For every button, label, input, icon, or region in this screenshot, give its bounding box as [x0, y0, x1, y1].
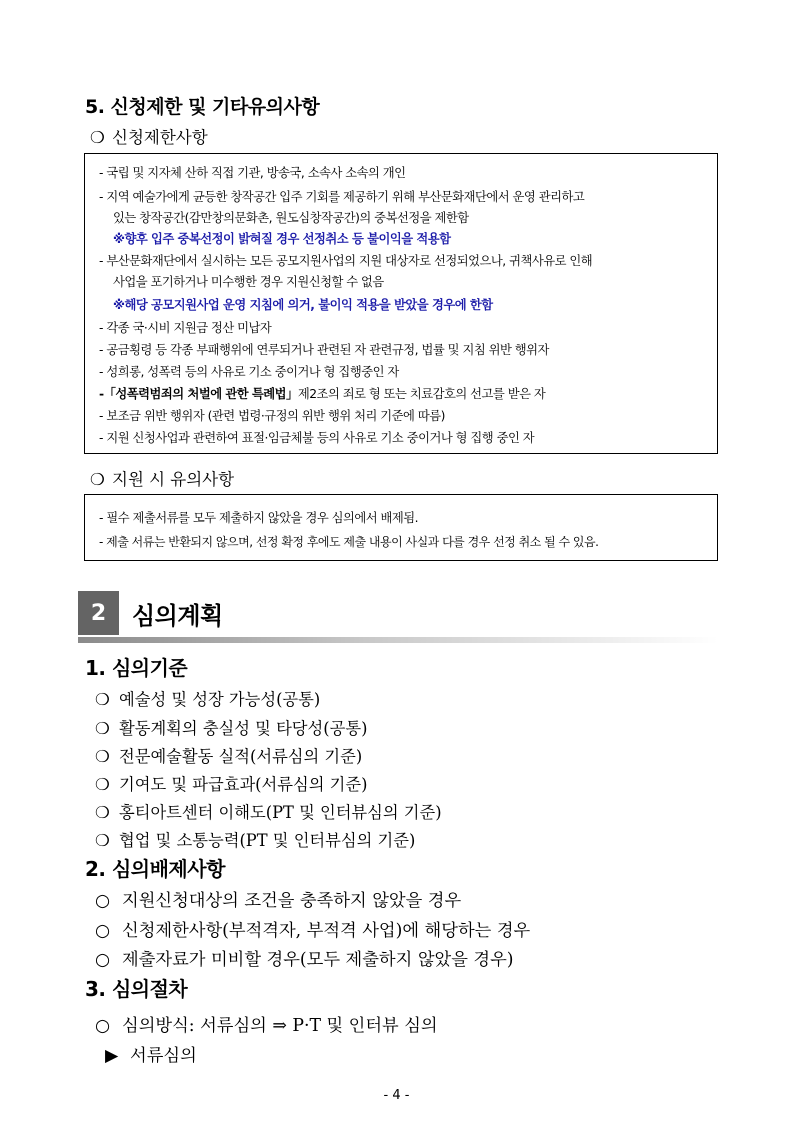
section-title: 5. 신청제한 및 기타유의사항 [85, 96, 320, 118]
note-line: - 필수 제출서류를 모두 제출하지 않았을 경우 심의에서 배제됨. [99, 511, 419, 525]
circle-bullet-icon: ○ [95, 950, 111, 970]
circle-bullet-icon: ❍ [95, 747, 110, 766]
circle-bullet-icon: ❍ [95, 775, 110, 794]
page-number: - 4 - [383, 1088, 410, 1103]
restriction-line: - 성희롱, 성폭력 등의 사유로 기소 중이거나 형 집행중인 자 [99, 365, 399, 379]
chapter-divider [78, 637, 718, 643]
criteria-item: ❍ 예술성 및 성장 가능성(공통) [95, 690, 321, 709]
circle-bullet-icon: ○ [95, 921, 111, 941]
restriction-line: 사업을 포기하거나 미수행한 경우 지원신청할 수 없음 [113, 275, 384, 289]
restriction-note: ※해당 공모지원사업 운영 지침에 의거, 불이익 적용을 받았을 경우에 한함 [113, 298, 493, 312]
circle-bullet-icon: ❍ [95, 690, 110, 709]
procedure-title: 3. 심의절차 [85, 977, 188, 1001]
exclusion-item: ○ 지원신청대상의 조건을 충족하지 않았을 경우 [95, 891, 462, 911]
subsection-restrictions [90, 124, 208, 148]
restriction-line: 있는 창작공간(감만창의문화촌, 원도심창작공간)의 중복선정을 제한함 [113, 211, 469, 225]
criteria-item: ❍ 협업 및 소통능력(PT 및 인터뷰심의 기준) [95, 831, 416, 850]
restriction-line: - 각종 국·시비 지원금 정산 미납자 [99, 321, 272, 335]
notes-box [84, 494, 718, 561]
procedure-step: ▶ 서류심의 [105, 1046, 197, 1066]
criteria-item: ❍ 활동계획의 충실성 및 타당성(공통) [95, 719, 368, 738]
note-line: - 제출 서류는 반환되지 않으며, 선정 확정 후에도 제출 내용이 사실과 다를 경우 선정 취소 될 수 있음. [99, 535, 599, 549]
restriction-line: - 지역 예술가에게 균등한 창작공간 입주 기회를 제공하기 위해 부산문화재단에서 운영 관리하고 [99, 190, 585, 204]
law-clause: 제2조의 죄로 형 또는 치료감호의 선고를 받은 자 [297, 387, 546, 401]
exclusion-item: ○ 제출자료가 미비할 경우(모두 제출하지 않았을 경우) [95, 950, 514, 970]
subsection-label: 지원 시 유의사항 [112, 470, 235, 489]
restriction-line [99, 384, 545, 402]
subsection-notes [90, 466, 234, 490]
circle-bullet-icon: ❍ [95, 831, 110, 850]
restrictions-box [84, 153, 718, 454]
procedure-method: ○ 심의방식: 서류심의 ⇒ P·T 및 인터뷰 심의 [95, 1016, 438, 1036]
restriction-note: ※향후 입주 중복선정이 밝혀질 경우 선정취소 등 불이익을 적용함 [113, 232, 451, 246]
circle-bullet-icon: ○ [95, 1016, 111, 1036]
triangle-bullet-icon: ▶ [105, 1046, 119, 1066]
subsection-label: 신청제한사항 [112, 128, 208, 147]
chapter-title: 심의계획 [132, 602, 223, 630]
exclusion-item: ○ 신청제한사항(부적격자, 부적격 사업)에 해당하는 경우 [95, 921, 531, 941]
restriction-line: - 국립 및 지자체 산하 직접 기관, 방송국, 소속사 소속의 개인 [99, 166, 406, 180]
restriction-line: - 지원 신청사업과 관련하여 표절·임금체불 등의 사유로 기소 중이거나 형 집행 중인 자 [99, 431, 535, 445]
law-name: -「성폭력범죄의 처벌에 관한 특례법」 [99, 387, 298, 401]
circle-bullet-icon: ❍ [90, 470, 105, 489]
chapter-number: 2 [78, 591, 119, 635]
circle-bullet-icon: ❍ [95, 719, 110, 738]
circle-bullet-icon: ❍ [95, 803, 110, 822]
criteria-title: 1. 심의기준 [85, 656, 188, 680]
restriction-line: - 보조금 위반 행위자 (관련 법령·규정의 위반 행위 처리 기준에 따름) [99, 409, 445, 423]
exclusion-title: 2. 심의배제사항 [85, 857, 225, 881]
criteria-item: ❍ 홍티아트센터 이해도(PT 및 인터뷰심의 기준) [95, 803, 442, 822]
criteria-item: ❍ 전문예술활동 실적(서류심의 기준) [95, 747, 363, 766]
restriction-line: - 부산문화재단에서 실시하는 모든 공모지원사업의 지원 대상자로 선정되었으나, 귀책사유로 인해 [99, 254, 593, 268]
restriction-line: - 공금횡령 등 각종 부패행위에 연루되거나 관련된 자 관련규정, 법률 및 지침 위반 행위자 [99, 343, 549, 357]
circle-bullet-icon: ❍ [90, 128, 105, 147]
criteria-item: ❍ 기여도 및 파급효과(서류심의 기준) [95, 775, 368, 794]
circle-bullet-icon: ○ [95, 891, 111, 911]
